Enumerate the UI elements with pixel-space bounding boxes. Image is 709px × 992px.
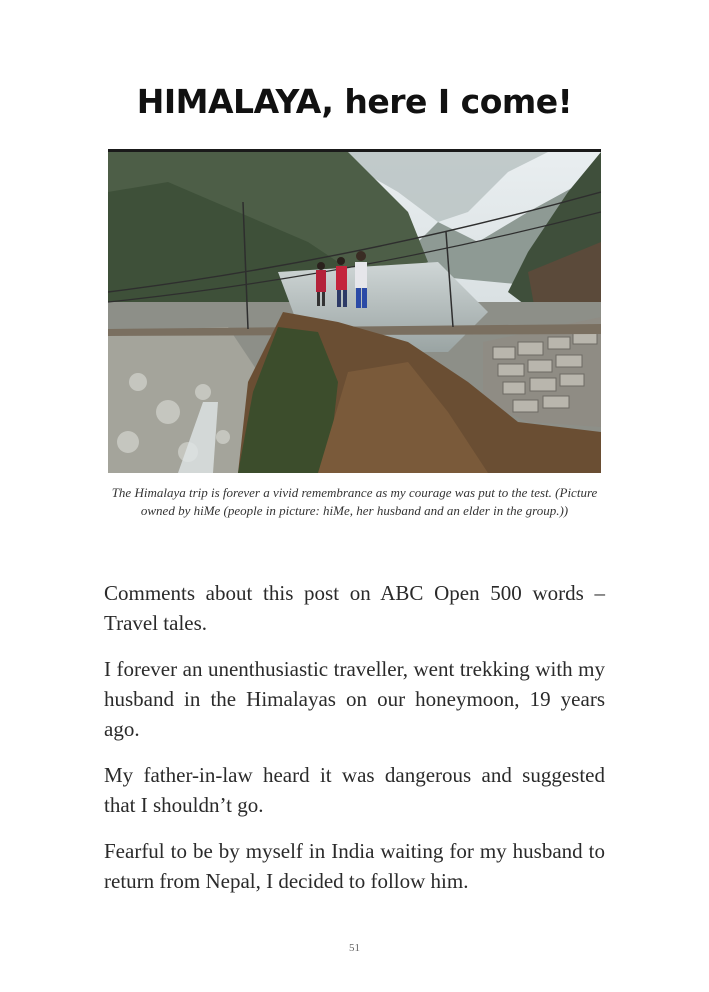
paragraph: My father-in-law heard it was dangerous and suggested that I shouldn’t go.	[104, 763, 605, 817]
article-body	[104, 578, 605, 912]
paragraph: Fearful to be by myself in India waiting for my husband to return from Nepal, I decided to follow him.	[104, 839, 605, 893]
paragraph: Comments about this post on ABC Open 500 words – Travel tales.	[104, 581, 605, 635]
himalaya-photo	[108, 149, 601, 473]
suspension-bridge-photo	[108, 152, 601, 473]
page-title: HIMALAYA, here I come!	[136, 82, 573, 121]
paragraph: I forever an unenthusiastic traveller, went trekking with my husband in the Himalayas on our honeymoon, 19 years ago.	[104, 657, 605, 741]
photo-caption: The Himalaya trip is forever a vivid remembrance as my courage was put to the test. (Picture owned by hiMe (people in picture: hiMe, her husband and an elder in the group.))	[111, 485, 598, 518]
page-number: 51	[349, 942, 360, 954]
